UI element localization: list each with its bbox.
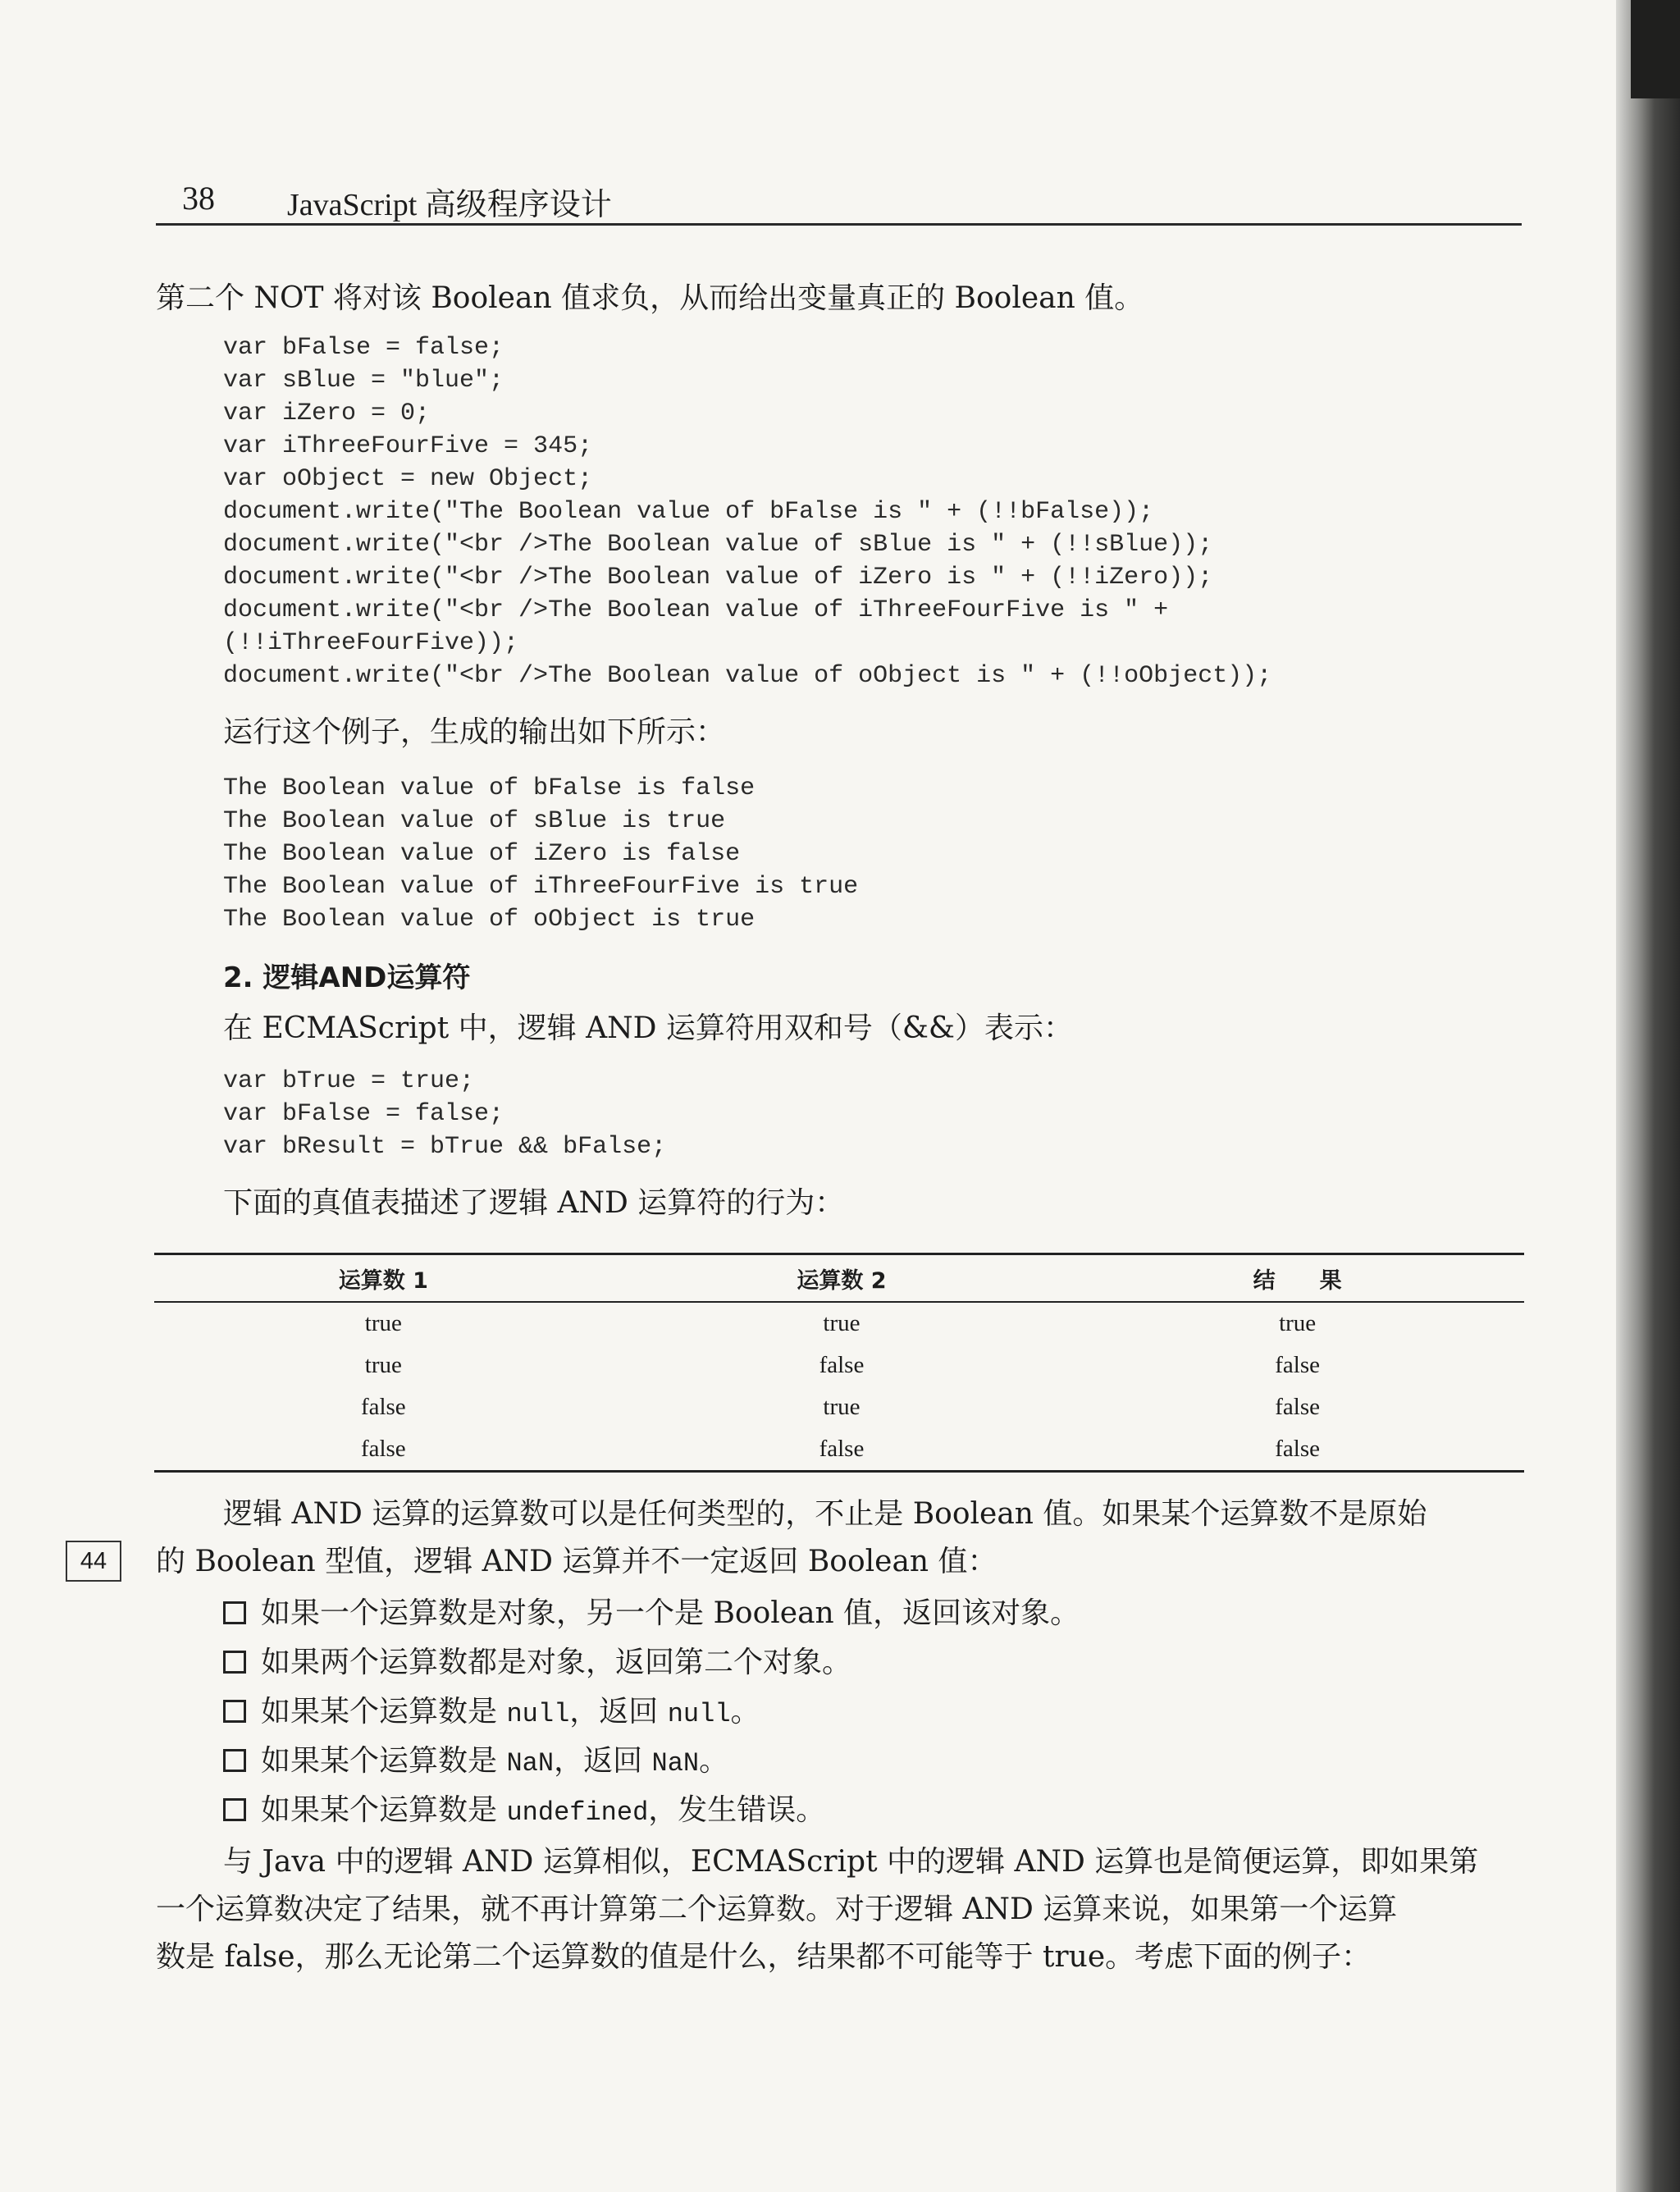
table-cell: false [360, 1394, 406, 1420]
inline-code: null [506, 1699, 570, 1729]
table-cell: false [360, 1436, 406, 1462]
list-item-text: 如果某个运算数是 [261, 1695, 507, 1728]
truth-table-header-row [154, 1254, 1524, 1303]
code-block-and: var bTrue = true; var bFalse = false; var bResult = bTrue && bFalse; [223, 1067, 667, 1161]
and-intro: 在 ECMAScript 中，逻辑 AND 运算符用双和号（&&）表示： [223, 1012, 1073, 1045]
original-page-number-badge: 44 [66, 1541, 121, 1582]
section-heading: 2. 逻辑AND运算符 [223, 961, 471, 994]
inline-code: null [667, 1699, 731, 1729]
output-intro: 运行这个例子，生成的输出如下所示： [223, 715, 726, 749]
book-spine-shadow [1616, 0, 1680, 2192]
list-item-text: 如果某个运算数是 [261, 1744, 507, 1778]
page-header [156, 172, 1522, 226]
table-cell: false [1275, 1436, 1321, 1462]
code-block-boolean-not: var bFalse = false; var sBlue = "blue"; var iZero = 0; var iThreeFourFive = 345; var oObject = new Object; document.write("The Boolean value of bFalse is " + (!!bFalse)); document.write("<br />The Boolean value of sBlue is " + (!!sBlue)); document.write("<br />The Boolean value of iZero is " + (!!iZero)); document.write("<br />The Boolean value of iThreeFourFive is " + (!!iThreeFourFive)); document.write("<br />The Boolean value of oObject is " + (!!oObject)); [223, 334, 1272, 690]
paragraph-1-line-1: 逻辑 AND 运算的运算数可以是任何类型的，不止是 Boolean 值。如果某个运算数不是原始 [223, 1497, 1427, 1531]
checkbox-bullet-icon [223, 1601, 246, 1624]
table-cell: true [823, 1394, 861, 1420]
table-cell: false [819, 1436, 865, 1462]
paragraph-1-line-2: 的 Boolean 型值，逻辑 AND 运算并不一定返回 Boolean 值： [156, 1545, 998, 1578]
list-item [223, 1741, 728, 1784]
list-item-text: 。 [699, 1744, 729, 1778]
list-item-text: 如果某个运算数是 [261, 1793, 507, 1827]
table-intro: 下面的真值表描述了逻辑 AND 运算符的行为： [223, 1186, 845, 1220]
intro-paragraph: 第二个 NOT 将对该 Boolean 值求负，从而给出变量真正的 Boolean 值。 [156, 281, 1144, 315]
list-item-text: ，返回 [554, 1744, 652, 1778]
list-item-text: 如果一个运算数是对象，另一个是 Boolean 值，返回该对象。 [261, 1596, 1080, 1630]
list-item [223, 1692, 760, 1735]
table-row [154, 1345, 1524, 1386]
checkbox-bullet-icon [223, 1749, 246, 1772]
list-item [223, 1593, 1080, 1634]
header-operand-1: 运算数 1 [154, 1254, 613, 1303]
inline-code: NaN [651, 1748, 700, 1779]
table-cell: false [1275, 1394, 1321, 1420]
list-item-text: ，返回 [569, 1695, 668, 1728]
table-cell: false [819, 1352, 865, 1378]
inline-code: NaN [506, 1748, 555, 1779]
list-item-text: 如果两个运算数都是对象，返回第二个对象。 [261, 1646, 852, 1679]
book-title: JavaScript 高级程序设计 [287, 188, 612, 222]
checkbox-bullet-icon [223, 1651, 246, 1674]
list-item-text: 。 [730, 1695, 760, 1728]
table-cell: false [1275, 1352, 1321, 1378]
table-cell: true [364, 1310, 402, 1336]
table-cell: true [823, 1310, 861, 1336]
table-row [154, 1302, 1524, 1345]
paragraph-2-line-2: 一个运算数决定了结果，就不再计算第二个运算数。对于逻辑 AND 运算来说，如果第一个运算 [156, 1893, 1398, 1926]
table-row [154, 1428, 1524, 1472]
inline-code: undefined [506, 1797, 649, 1828]
list-item [223, 1642, 851, 1683]
header-operand-2: 运算数 2 [613, 1254, 1071, 1303]
paragraph-2-line-3: 数是 false，那么无论第二个运算数的值是什么，结果都不可能等于 true。考虑下面的例子： [156, 1940, 1372, 1974]
checkbox-bullet-icon [223, 1798, 246, 1821]
checkbox-bullet-icon [223, 1700, 246, 1723]
header-result: 结 果 [1071, 1254, 1524, 1303]
list-item-text: ，发生错误。 [648, 1793, 826, 1827]
book-spine-top [1631, 0, 1680, 98]
output-block: The Boolean value of bFalse is false The Boolean value of sBlue is true The Boolean value of iZero is false The Boolean value of iThreeFourFive is true The Boolean value of oObject is true [223, 774, 859, 934]
table-cell: true [364, 1352, 402, 1378]
page-number: 38 [182, 180, 215, 217]
table-cell: true [1279, 1310, 1317, 1336]
list-item [223, 1790, 825, 1834]
paragraph-2-line-1: 与 Java 中的逻辑 AND 运算相似，ECMAScript 中的逻辑 AND 运算也是简便运算，即如果第 [223, 1845, 1479, 1879]
truth-table [154, 1253, 1524, 1473]
table-row [154, 1386, 1524, 1428]
